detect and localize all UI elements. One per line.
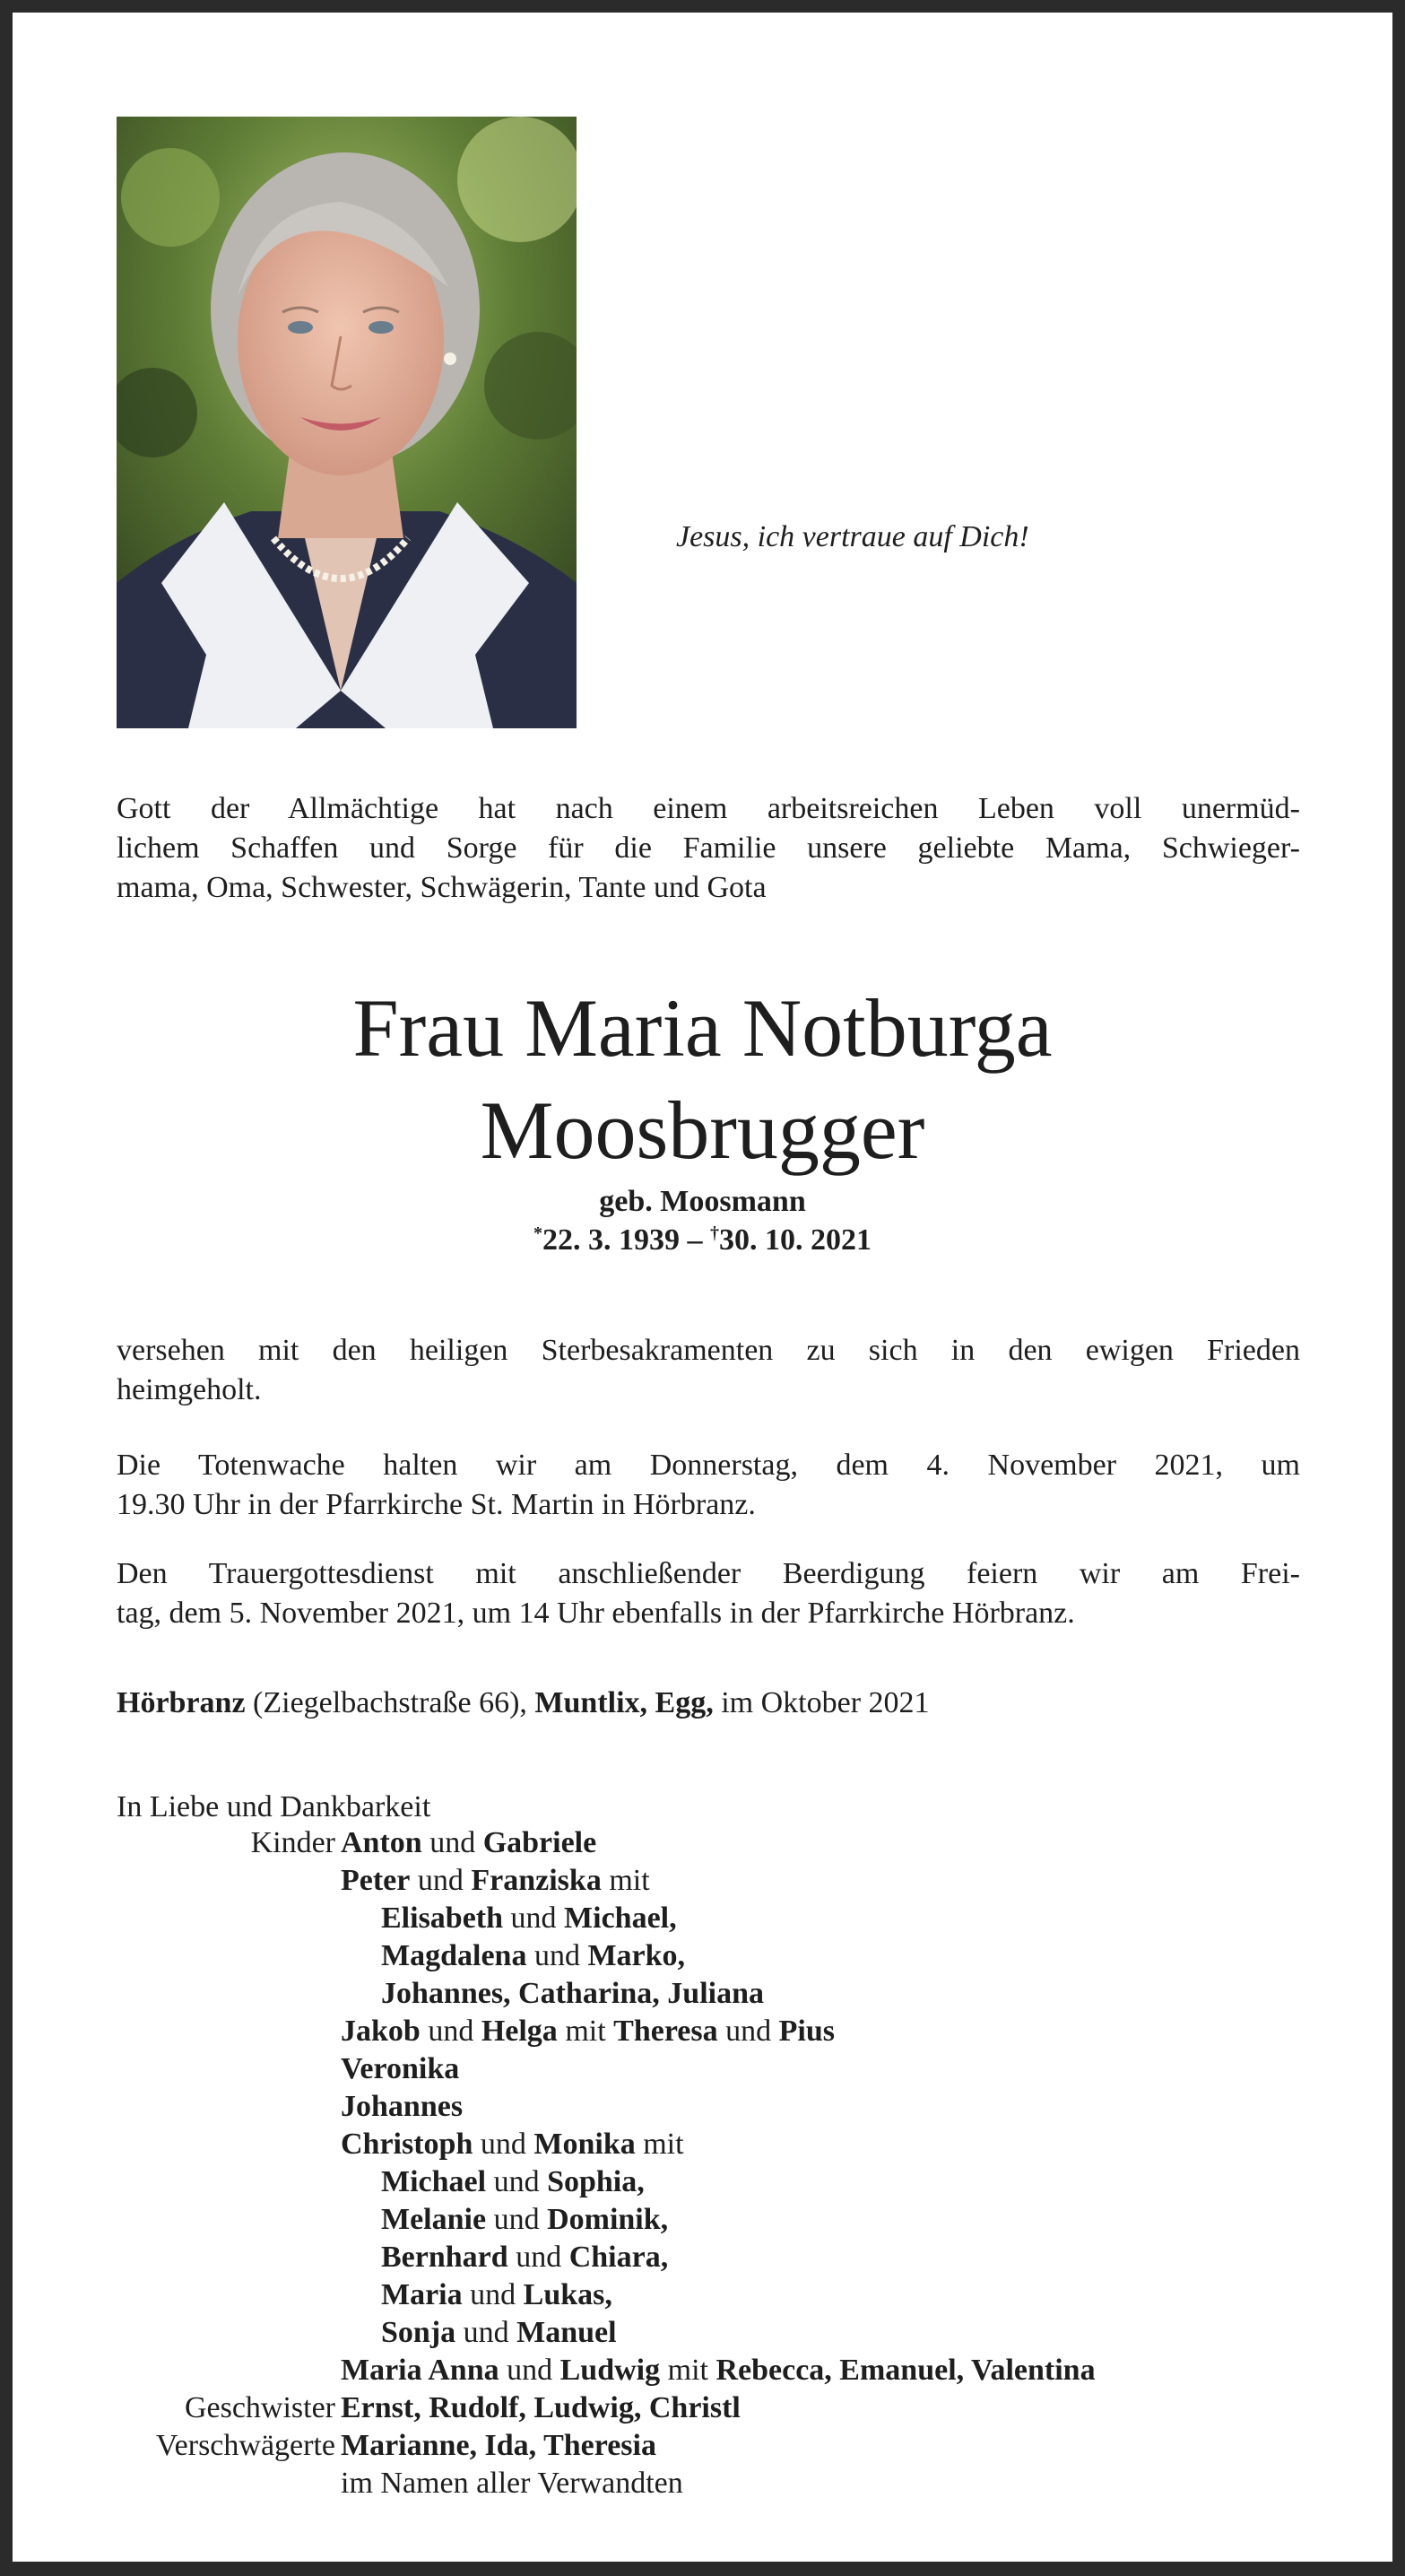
name: Theresa [613, 2015, 718, 2048]
life-dates [13, 1223, 1392, 1258]
name: Johannes, Catharina, Juliana [381, 1977, 764, 2010]
name: Lukas, [523, 2278, 612, 2311]
deceased-name [13, 977, 1392, 1181]
name: Helga [481, 2015, 558, 2048]
verschwaegerte-label: Verschwägerte [155, 2429, 335, 2462]
name: Melanie [381, 2203, 487, 2236]
joiner: mit [601, 1864, 650, 1897]
town-2: Muntlix, Egg, [534, 1686, 714, 1719]
intro-line: lichem Schaffen und Sorge für die Familie unsere geliebte Mama, Schwieger- [117, 831, 1300, 865]
wake-paragraph [117, 1446, 1300, 1525]
name-line-2: Moosbrugger [480, 1084, 925, 1176]
name: Magdalena [381, 1939, 527, 1972]
joiner: und [717, 2015, 779, 2048]
joiner: mit [557, 2015, 614, 2048]
joiner: und [486, 2203, 548, 2236]
family-row [13, 1900, 1392, 1937]
portrait-photo [117, 117, 577, 728]
joiner: und [526, 1939, 588, 1972]
name: Michael, [564, 1902, 677, 1935]
died-symbol: † [710, 1223, 719, 1243]
name: Maria Anna [341, 2354, 499, 2387]
place-date-line [117, 1686, 1372, 1720]
family-row [13, 2276, 1392, 2314]
family-row [13, 2314, 1392, 2352]
intro-line: Gott der Allmächtige hat nach einem arbeitsreichen Leben voll unermüd- [117, 792, 1300, 825]
family-row [13, 2163, 1392, 2201]
born-symbol: * [533, 1223, 542, 1243]
family-row [13, 2126, 1392, 2163]
portrait-illustration [117, 117, 577, 728]
para-line: Den Trauergottesdienst mit anschließender Beerdigung feiern wir am Frei- [117, 1557, 1300, 1590]
family-row [13, 2013, 1392, 2050]
joiner: und [410, 1864, 472, 1897]
obituary-card [13, 13, 1392, 2562]
para-line: 19.30 Uhr in der Pfarrkirche St. Martin in Hörbranz. [117, 1488, 756, 1521]
name: Michael [381, 2165, 487, 2198]
name-line-1: Frau Maria Notburga [352, 982, 1053, 1074]
address: (Ziegelbachstraße 66), [245, 1686, 535, 1719]
para-line: Die Totenwache halten wir am Donnerstag, dem 4. November 2021, um [117, 1449, 1300, 1482]
love-line: In Liebe und Dankbarkeit [117, 1790, 431, 1823]
family-list [13, 1824, 1392, 2502]
joiner: und [486, 2165, 548, 2198]
family-row [13, 2389, 1392, 2427]
name: Gabriele [482, 1826, 597, 1859]
geschwister-label: Geschwister [184, 2391, 335, 2424]
joiner: und [455, 2316, 517, 2349]
birth-date: 22. 3. 1939 [542, 1223, 680, 1257]
name: Chiara, [568, 2241, 669, 2274]
date-separator: – [680, 1223, 710, 1257]
joiner: und [421, 1826, 483, 1859]
family-row [13, 1975, 1392, 2013]
name: Pius [778, 2015, 835, 2048]
name: Peter [341, 1864, 411, 1897]
name: Marko, [587, 1939, 686, 1972]
joiner: und [462, 2278, 524, 2311]
joiner: und [499, 2354, 560, 2387]
family-row [13, 2050, 1392, 2088]
name: Dominik, [547, 2203, 669, 2236]
name: Sonja [381, 2316, 456, 2349]
name: Johannes [341, 2090, 464, 2123]
name: Sophia, [547, 2165, 645, 2198]
name: Ludwig [559, 2354, 661, 2387]
funeral-paragraph [117, 1554, 1300, 1633]
joiner: und [507, 2241, 569, 2274]
joiner: mit [635, 2128, 684, 2161]
motto-quote: Jesus, ich vertraue auf Dich! [676, 520, 1029, 553]
sacraments-paragraph [117, 1331, 1300, 1410]
intro-line: mama, Oma, Schwester, Schwägerin, Tante und Gota [117, 871, 767, 904]
joiner: mit [660, 2354, 716, 2387]
maiden-name: geb. Moosmann [599, 1185, 806, 1218]
family-row [13, 2352, 1392, 2389]
para-line: tag, dem 5. November 2021, um 14 Uhr ebenfalls in der Pfarrkirche Hörbranz. [117, 1597, 1075, 1630]
para-line: versehen mit den heiligen Sterbesakramenten zu sich in den ewigen Frieden [117, 1334, 1300, 1367]
name: Monika [533, 2128, 636, 2161]
joiner: und [420, 2015, 481, 2048]
family-row [13, 2465, 1392, 2502]
name: Christoph [341, 2128, 473, 2161]
name: Jakob [341, 2015, 421, 2048]
family-row [13, 2201, 1392, 2239]
name: Franziska [471, 1864, 602, 1897]
intro-paragraph [117, 789, 1300, 908]
family-row [13, 2088, 1392, 2126]
name: Anton [341, 1826, 422, 1859]
family-row [13, 2427, 1392, 2465]
family-row [13, 1937, 1392, 1975]
family-row [13, 2239, 1392, 2276]
name: Elisabeth [381, 1902, 504, 1935]
name: Veronika [341, 2052, 460, 2085]
death-date: 30. 10. 2021 [719, 1223, 872, 1257]
name: Bernhard [381, 2241, 508, 2274]
month-year: im Oktober 2021 [713, 1686, 930, 1719]
family-row [13, 1862, 1392, 1900]
family-row [13, 1824, 1392, 1862]
closing-line: im Namen aller Verwandten [341, 2467, 683, 2500]
siblings-names: Ernst, Rudolf, Ludwig, Christl [341, 2391, 741, 2424]
joiner: und [503, 1902, 565, 1935]
in-laws-names: Marianne, Ida, Theresia [341, 2429, 656, 2462]
para-line: heimgeholt. [117, 1373, 262, 1406]
joiner: und [473, 2128, 534, 2161]
name: Manuel [516, 2316, 617, 2349]
name: Maria [381, 2278, 463, 2311]
name: Rebecca, Emanuel, Valentina [716, 2354, 1096, 2387]
town-1: Hörbranz [117, 1686, 246, 1719]
kinder-label: Kinder [250, 1826, 335, 1859]
